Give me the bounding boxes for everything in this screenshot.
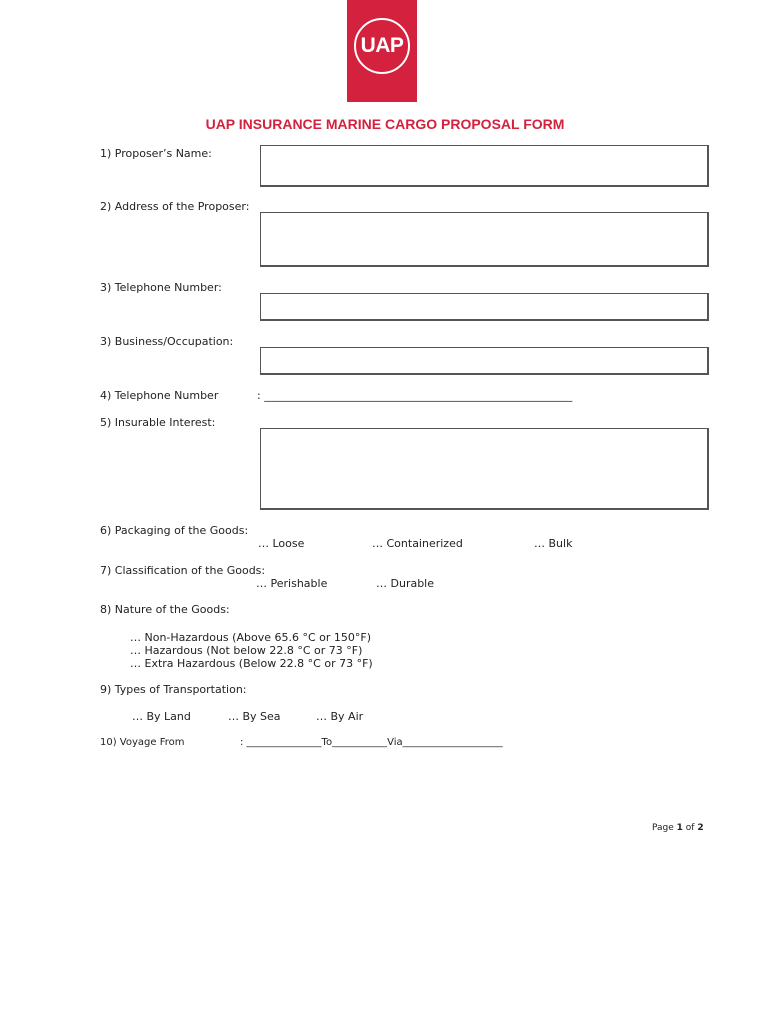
transport-option-land[interactable]: … By Land [132,710,191,723]
page-prefix: Page [652,823,677,833]
uap-logo [347,0,417,102]
page-total: 2 [697,823,704,833]
proposer-name-label: 1) Proposer’s Name: [100,147,212,160]
packaging-option-containerized[interactable]: … Containerized [372,537,463,550]
telephone2-label: 4) Telephone Number [100,389,219,402]
transport-label: 9) Types of Transportation: [100,683,247,696]
classification-label: 7) Classification of the Goods: [100,564,266,577]
business-label: 3) Business/Occupation: [100,335,234,348]
address-label: 2) Address of the Proposer: [100,200,250,213]
transport-option-air[interactable]: … By Air [316,710,364,723]
voyage-line[interactable]: : _______________To___________Via____________________ [240,737,503,748]
packaging-option-loose[interactable]: … Loose [258,537,305,550]
nature-label: 8) Nature of the Goods: [100,603,230,616]
nature-option-non-hazardous[interactable]: … Non-Hazardous (Above 65.6 °C or 150°F) [130,631,371,644]
proposer-name-field[interactable] [260,145,709,187]
business-field[interactable] [260,347,709,375]
telephone-field[interactable] [260,293,709,321]
packaging-option-bulk[interactable]: … Bulk [534,537,573,550]
nature-option-extra-hazardous[interactable]: … Extra Hazardous (Below 22.8 °C or 73 °F) [130,657,373,670]
page-number [652,823,704,833]
page-current: 1 [676,823,683,833]
form-title: UAP INSURANCE MARINE CARGO PROPOSAL FORM [205,116,565,132]
packaging-label: 6) Packaging of the Goods: [100,524,249,537]
insurable-interest-field[interactable] [260,428,709,510]
telephone2-line[interactable]: : ________________________________________________________ [257,389,573,402]
classification-option-perishable[interactable]: … Perishable [256,577,328,590]
voyage-label: 10) Voyage From [100,737,185,748]
classification-option-durable[interactable]: … Durable [376,577,435,590]
logo-text: UAP [354,18,410,74]
insurable-interest-label: 5) Insurable Interest: [100,416,216,429]
telephone-label: 3) Telephone Number: [100,281,222,294]
nature-option-hazardous[interactable]: … Hazardous (Not below 22.8 °C or 73 °F) [130,644,363,657]
address-field[interactable] [260,212,709,267]
transport-option-sea[interactable]: … By Sea [228,710,281,723]
page-sep: of [682,823,698,833]
